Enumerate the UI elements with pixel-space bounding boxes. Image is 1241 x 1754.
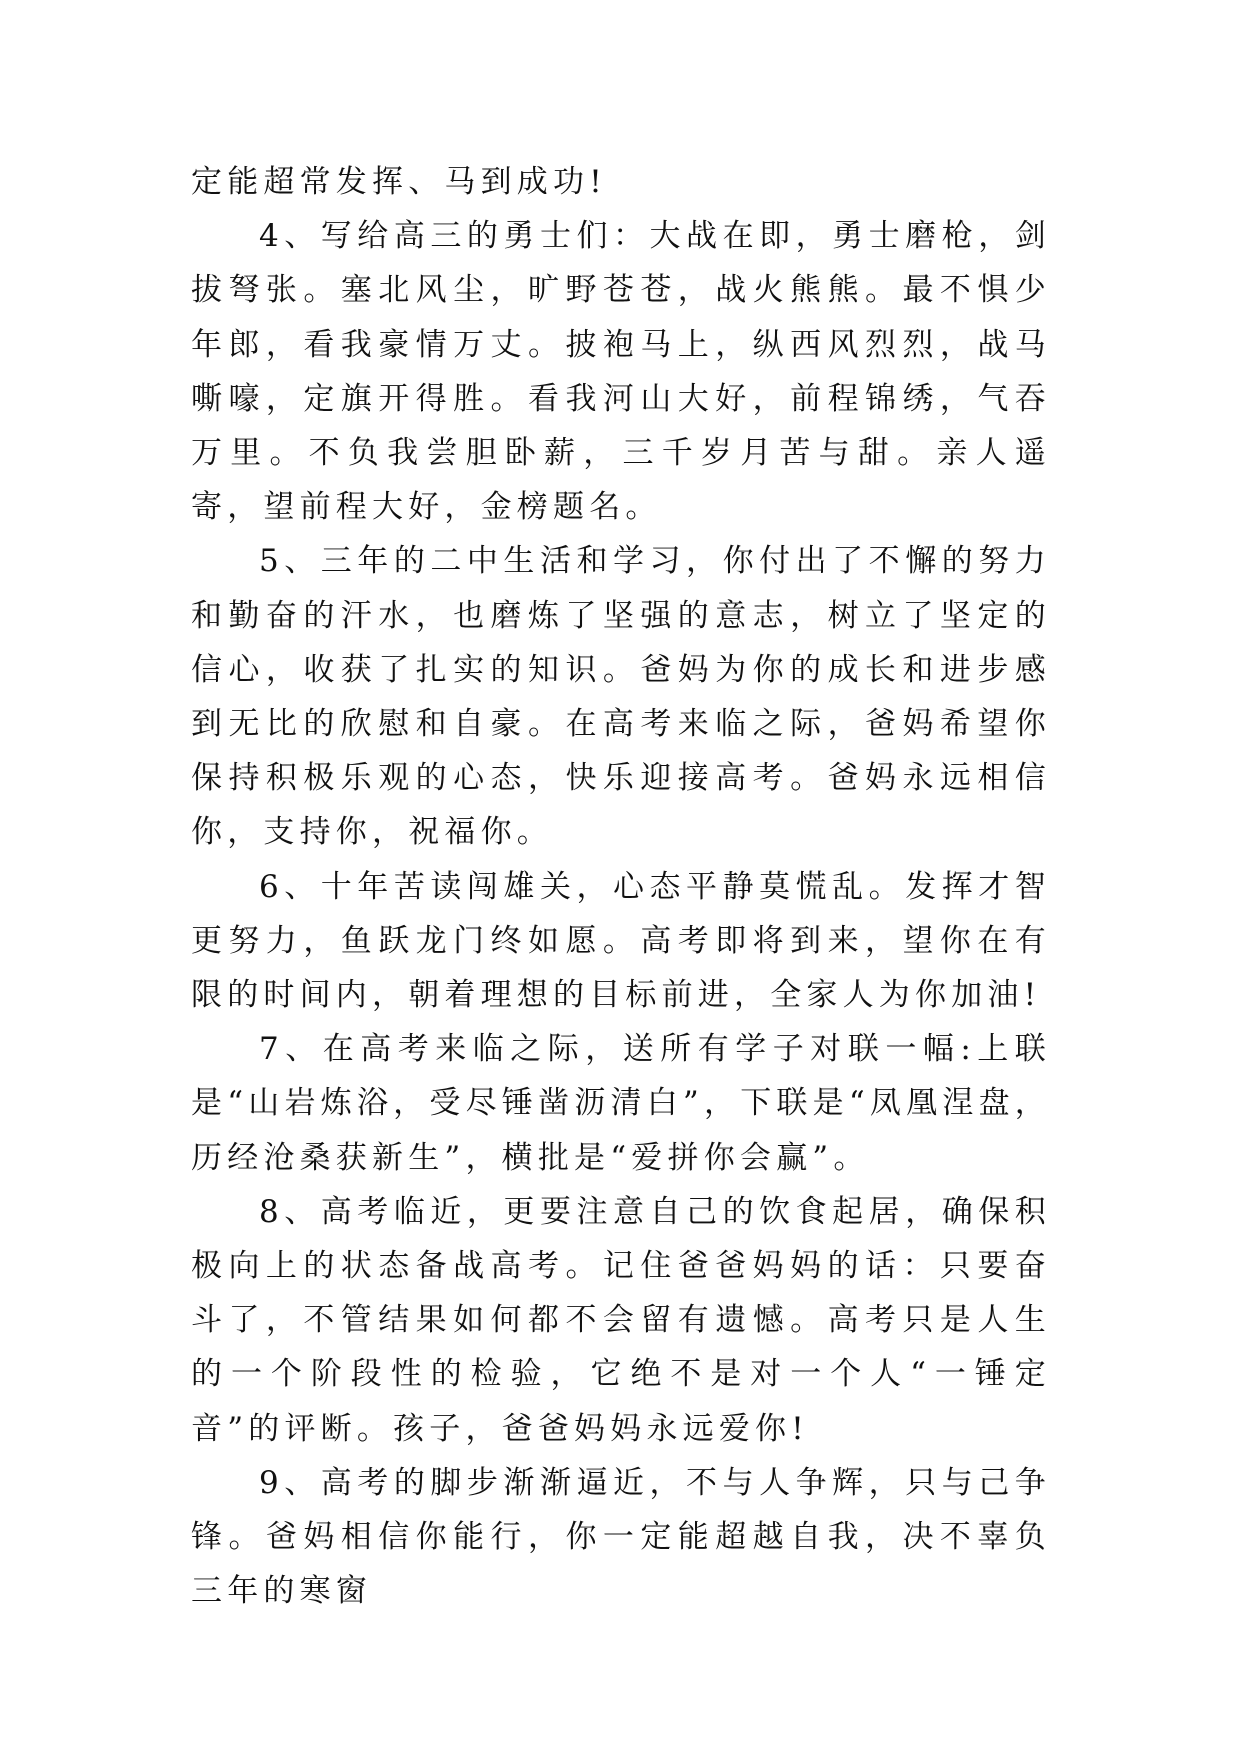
paragraph-6: 6、十年苦读闯雄关，心态平静莫慌乱。发挥才智更努力，鱼跃龙门终如愿。高考即将到来，望你在有限的时间内，朝着理想的目标前进，全家人为你加油! bbox=[191, 868, 1051, 1014]
paragraph-8: 8、高考临近，更要注意自己的饮食起居，确保积极向上的状态备战高考。记住爸爸妈妈的话：只要奋斗了，不管结果如何都不会留有遗憾。高考只是人生的一个阶段性的检验，它绝不是对一个人“一锤定音”的评断。孩子，爸爸妈妈永远爱你! bbox=[191, 1193, 1051, 1447]
paragraph-continuation: 定能超常发挥、马到成功! bbox=[191, 164, 607, 200]
paragraph-4: 4、写给高三的勇士们：大战在即，勇士磨枪，剑拔弩张。塞北风尘，旷野苍苍，战火熊熊。最不惧少年郎，看我豪情万丈。披袍马上，纵西风烈烈，战马嘶嚎，定旗开得胜。看我河山大好，前程锦绣，气吞万里。不负我尝胆卧薪，三千岁月苦与甜。亲人遥寄，望前程大好，金榜题名。 bbox=[191, 218, 1051, 526]
paragraph-5: 5、三年的二中生活和学习，你付出了不懈的努力和勤奋的汗水，也磨炼了坚强的意志，树立了坚定的信心，收获了扎实的知识。爸妈为你的成长和进步感到无比的欣慰和自豪。在高考来临之际，爸妈希望你保持积极乐观的心态，快乐迎接高考。爸妈永远相信你，支持你，祝福你。 bbox=[191, 543, 1051, 851]
paragraph-7: 7、在高考来临之际，送所有学子对联一幅:上联是“山岩炼浴，受尽锤凿沥清白”，下联是“凤凰涅盘，历经沧桑获新生”，横批是“爱拼你会赢”。 bbox=[191, 1031, 1051, 1176]
paragraph-9: 9、高考的脚步渐渐逼近，不与人争辉，只与己争锋。爸妈相信你能行，你一定能超越自我，决不辜负三年的寒窗 bbox=[191, 1464, 1051, 1610]
document-body bbox=[191, 155, 1051, 1618]
